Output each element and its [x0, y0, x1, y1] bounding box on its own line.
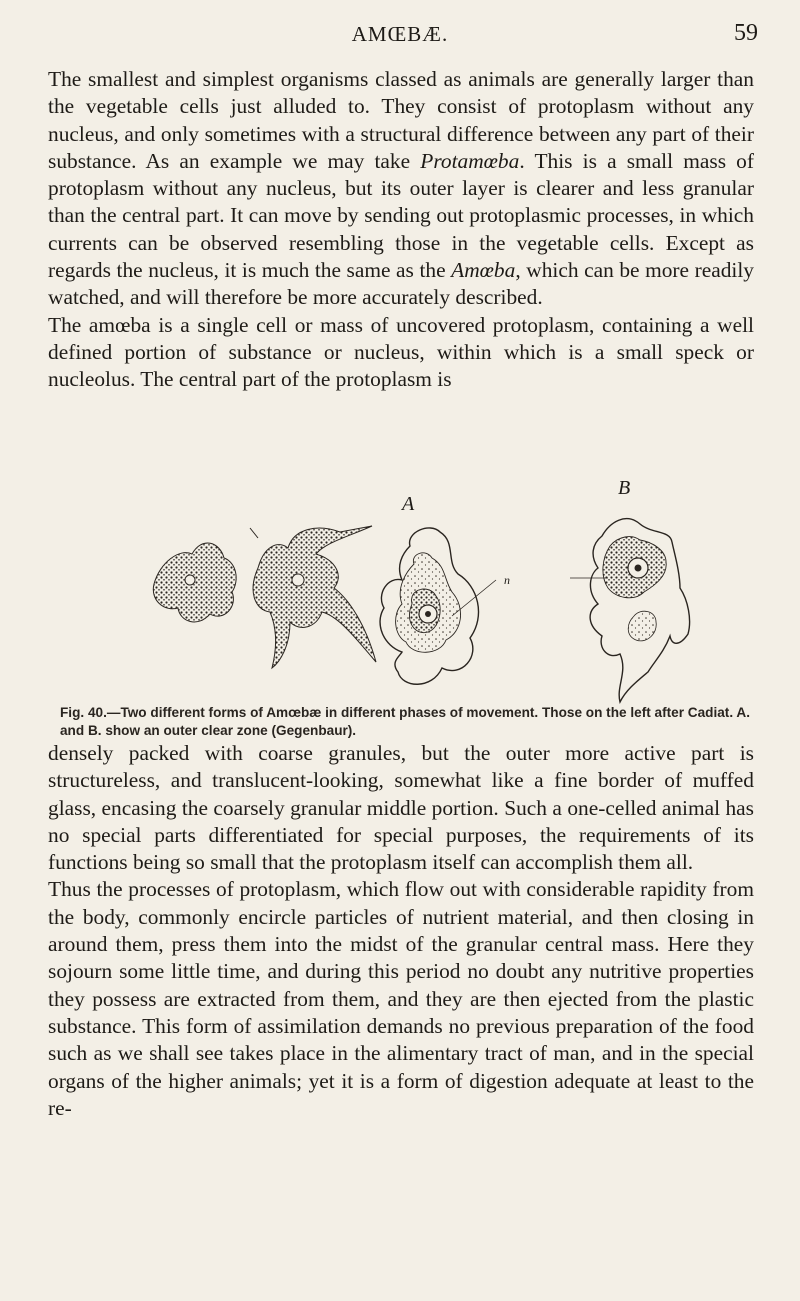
label-a: A — [402, 493, 415, 515]
paragraph-amoeba-cell: The amœba is a single cell or mass of uncovered protoplasm, containing a well defined portion of substance or nucleus, within which is a small speck or nucleolus. The central part of the protoplasm is — [48, 312, 754, 392]
genus-protamoeba: Protamœba — [420, 148, 520, 173]
amoeba-left-1 — [153, 543, 236, 622]
paragraph-processes: Thus the processes of protoplasm, which flow out with considerable rapidity from the body, commonly encircle particles of nutrient material, and then closing in around them, press them into the midst of the granular central mass. Here they sojourn some little time, and during this period no doubt any nutritive properties they possess are extracted from them, and they are then ejected from the plastic substance. This form of assimilation demands no previous preparation of the food such as we shall see takes place in the alimentary tract of man, and in the special organs of the higher animals; yet it is a form of digestion adequate at least to the re- — [48, 877, 754, 1120]
body-text-top — [48, 66, 754, 394]
amoeba-b — [570, 477, 690, 702]
label-b: B — [618, 477, 631, 499]
figure-amoebae — [140, 476, 730, 704]
label-n: n — [504, 573, 510, 587]
amoebae-illustration — [140, 476, 730, 704]
paragraph-granules: densely packed with coarse granules, but the outer more active part is structureless, and translucent-looking, somewhat like a fine border of muffed glass, encasing the coarsely granular middle portion. Such a one-celled animal has no special parts differentiated for special purposes, the requirements of its functions being so small that the protoplasm itself can accomplish them all. — [48, 741, 754, 875]
page-number: 59 — [734, 20, 758, 46]
body-text-bottom — [48, 740, 754, 1122]
running-title: AMŒBÆ. — [351, 22, 449, 46]
paragraph-protamoeba: The smallest and simplest organisms classed as animals are generally larger than the vegetable cells just alluded to. They consist of protoplasm without any nucleus, and only sometimes with a structural difference between any part of their substance. As an example we may take Protamœba. This is a small mass of protoplasm without any nucleus, but its outer layer is clearer and less granular than the central part. It can move by sending out protoplasmic processes, in which currents can be observed resembling those in the vegetable cells. Except as regards the nucleus, it is much the same as the Amœba, which can be more readily watched, and will therefore be more accurately described. — [48, 67, 754, 310]
amoeba-left-2 — [250, 526, 376, 668]
figure-caption: Fig. 40.—Two different forms of Amœbæ in different phases of movement. Those on the left after Cadiat. A. and B. show an outer clear zone (Gegenbaur). — [60, 705, 750, 738]
amoeba-a — [380, 493, 510, 684]
running-head — [0, 22, 800, 52]
genus-amoeba: Amœba — [451, 258, 516, 283]
